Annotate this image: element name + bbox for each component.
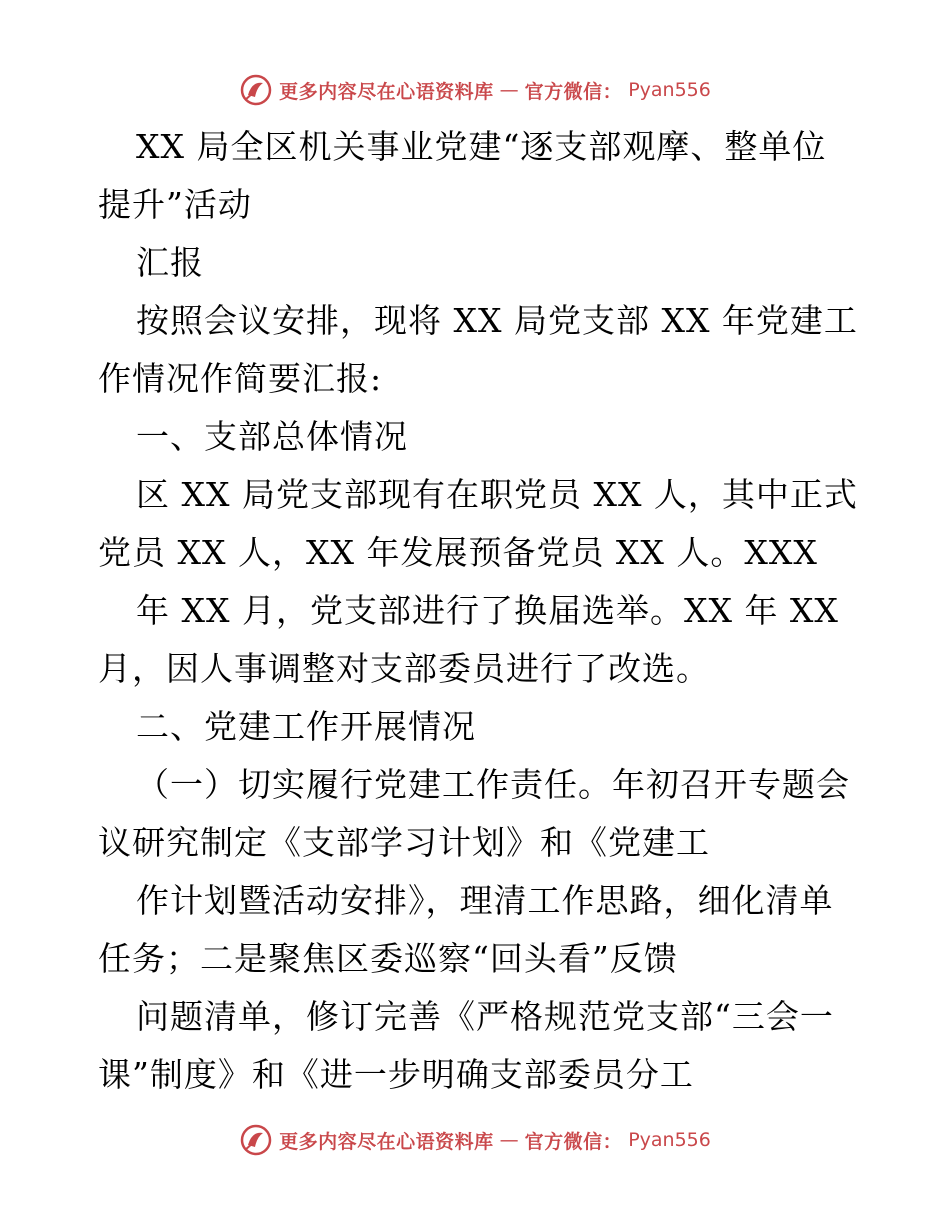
doc-line: （一）切实履行党建工作责任。年初召开专题会 — [136, 765, 850, 804]
doc-line: 课”制度》和《进一步明确支部委员分工 — [98, 1055, 694, 1094]
doc-line: 任务；二是聚焦区委巡察“回头看”反馈 — [98, 939, 678, 978]
document-body — [98, 118, 858, 1104]
banner-channel: 官方微信： — [524, 80, 623, 103]
section-heading: 一、支部总体情况 — [136, 417, 408, 456]
doc-line: 月，因人事调整对支部委员进行了改选。 — [98, 649, 710, 688]
doc-line: 作情况作简要汇报: — [98, 359, 383, 398]
doc-line: 问题清单，修订完善《严格规范党支部“三会一 — [136, 997, 834, 1036]
doc-line: 议研究制定《支部学习计划》和《党建工 — [98, 823, 710, 862]
doc-line: 党员 XX 人，XX 年发展预备党员 XX 人。XXX — [98, 533, 818, 572]
banner-title: 更多内容尽在心语资料库 — [279, 80, 494, 103]
doc-line-title-cont: 提升”活动 — [98, 185, 252, 224]
banner-separator: — — [499, 79, 519, 101]
banner-wechat-id: Pyan556 — [628, 79, 711, 101]
doc-line: 按照会议安排，现将 XX 局党支部 XX 年党建工 — [136, 301, 858, 340]
header-banner — [0, 70, 950, 110]
footer-banner — [0, 1120, 950, 1160]
banner-wechat-id: Pyan556 — [628, 1129, 711, 1151]
banner-title: 更多内容尽在心语资料库 — [279, 1130, 494, 1153]
doc-line: 年 XX 月，党支部进行了换届选举。XX 年 XX — [136, 591, 839, 630]
section-heading: 二、党建工作开展情况 — [136, 707, 476, 746]
doc-line-subtitle: 汇报 — [136, 243, 204, 282]
banner-separator: — — [499, 1129, 519, 1151]
doc-line-title: XX 局全区机关事业党建“逐支部观摩、整单位 — [136, 127, 827, 166]
doc-line: 区 XX 局党支部现有在职党员 XX 人，其中正式 — [136, 475, 858, 514]
brand-logo-icon — [239, 1123, 273, 1157]
banner-channel: 官方微信： — [524, 1130, 623, 1153]
doc-line: 作计划暨活动安排》，理清工作思路，细化清单 — [136, 881, 834, 920]
brand-logo-icon — [239, 73, 273, 107]
